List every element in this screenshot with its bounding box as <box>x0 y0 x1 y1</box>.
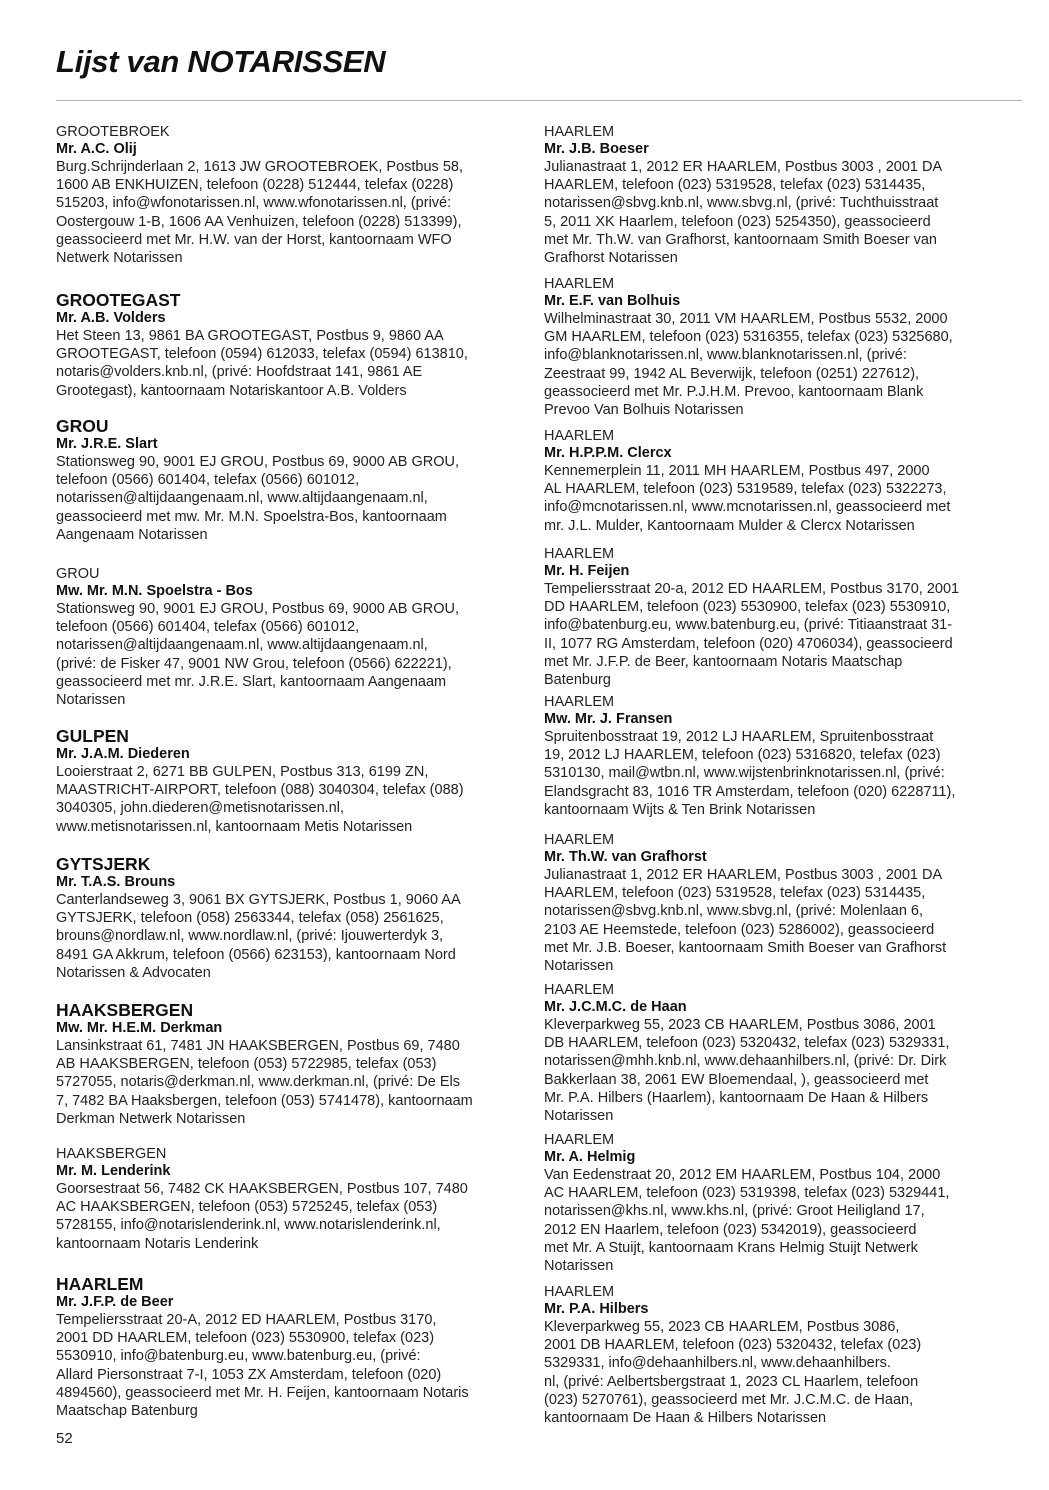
detail-line: 5310130, mail@wtbn.nl, www.wijstenbrinknotarissen.nl, (privé: <box>544 765 945 782</box>
detail-line: (privé: de Fisker 47, 9001 NW Grou, telefoon (0566) 622221), <box>56 655 452 672</box>
detail-line: 5727055, notaris@derkman.nl, www.derkman.nl, (privé: De Els <box>56 1074 460 1091</box>
notary-entry <box>56 124 463 267</box>
notary-name: Mr. P.A. Hilbers <box>544 1301 649 1317</box>
notary-details <box>544 158 942 267</box>
detail-line: Goorsestraat 56, 7482 CK HAAKSBERGEN, Postbus 107, 7480 <box>56 1181 468 1197</box>
detail-line: MAASTRICHT-AIRPORT, telefoon (088) 3040304, telefax (088) <box>56 782 464 799</box>
notary-name: Mr. J.F.P. de Beer <box>56 1294 174 1310</box>
notary-details <box>544 1016 949 1125</box>
notary-entry <box>56 1000 473 1128</box>
detail-line: brouns@nordlaw.nl, www.nordlaw.nl, (privé: Ijouwerterdyk 3, <box>56 928 444 945</box>
city-heading: GULPEN <box>56 726 129 746</box>
notary-entry <box>544 982 949 1125</box>
detail-line: 515203, info@wfonotarissen.nl, www.wfonotarissen.nl, (privé: <box>56 195 452 212</box>
detail-line: kantoornaam Wijts & Ten Brink Notarissen <box>544 801 816 818</box>
city-label: HAARLEM <box>544 1132 615 1148</box>
detail-line: 2103 AE Heemstede, telefoon (023) 5286002), geassocieerd <box>544 921 935 938</box>
notary-details <box>56 763 464 836</box>
detail-line: Canterlandseweg 3, 9061 BX GYTSJERK, Postbus 1, 9060 AA <box>56 892 461 908</box>
city-heading: GROOTEGAST <box>56 290 181 310</box>
notary-name: Mw. Mr. M.N. Spoelstra - Bos <box>56 583 253 599</box>
detail-line: Spruitenbosstraat 19, 2012 LJ HAARLEM, Spruitenbosstraat <box>544 729 934 745</box>
detail-line: 1600 AB ENKHUIZEN, telefoon (0228) 512444, telefax (0228) <box>56 177 454 194</box>
notary-name: Mr. E.F. van Bolhuis <box>544 293 681 309</box>
detail-line: Van Eedenstraat 20, 2012 EM HAARLEM, Postbus 104, 2000 <box>544 1167 941 1183</box>
detail-line: II, 1077 RG Amsterdam, telefoon (020) 4706034), geassocieerd <box>544 635 953 652</box>
detail-line: notarissen@mhh.knb.nl, www.dehaanhilbers.nl, (privé: Dr. Dirk <box>544 1053 947 1070</box>
notary-details <box>56 1311 469 1420</box>
notary-details <box>544 728 955 819</box>
detail-line: telefoon (0566) 601404, telefax (0566) 601012, <box>56 472 360 489</box>
detail-line: Stationsweg 90, 9001 EJ GROU, Postbus 69, 9000 AB GROU, <box>56 454 459 470</box>
notary-details <box>544 1318 921 1427</box>
detail-line: Kennemerplein 11, 2011 MH HAARLEM, Postbus 497, 2000 <box>544 463 930 479</box>
notary-name: Mw. Mr. J. Fransen <box>544 711 673 727</box>
detail-line: GROOTEGAST, telefoon (0594) 612033, telefax (0594) 613810, <box>56 346 468 363</box>
notary-name: Mr. H.P.P.M. Clercx <box>544 445 672 461</box>
detail-line: Notarissen <box>544 958 614 975</box>
city-label: GROOTEBROEK <box>56 124 170 140</box>
detail-line: kantoornaam Notaris Lenderink <box>56 1235 259 1252</box>
notary-entry <box>56 566 459 709</box>
detail-line: DB HAARLEM, telefoon (023) 5320432, telefax (023) 5329331, <box>544 1035 950 1052</box>
detail-line: (023) 5270761), geassocieerd met Mr. J.C.M.C. de Haan, <box>544 1391 914 1408</box>
notary-name: Mr. A. Helmig <box>544 1149 636 1165</box>
detail-line: Allard Piersonstraat 7-I, 1053 ZX Amsterdam, telefoon (020) <box>56 1366 442 1383</box>
detail-line: Notarissen <box>544 1108 614 1125</box>
notary-name: Mr. J.C.M.C. de Haan <box>544 999 687 1015</box>
detail-line: Grafhorst Notarissen <box>544 250 678 267</box>
notary-entry <box>544 124 942 267</box>
notary-entry <box>56 416 459 544</box>
title-divider <box>56 100 1022 101</box>
detail-line: notarissen@sbvg.knb.nl, www.sbvg.nl, (privé: Tuchthuisstraat <box>544 195 939 212</box>
detail-line: met Mr. A Stuijt, kantoornaam Krans Helmig Stuijt Netwerk <box>544 1239 918 1256</box>
detail-line: 2012 EN Haarlem, telefoon (023) 5342019), geassocieerd <box>544 1221 917 1238</box>
notary-name: Mr. Th.W. van Grafhorst <box>544 849 707 865</box>
notary-details <box>56 453 459 544</box>
detail-line: DD HAARLEM, telefoon (023) 5530900, telefax (023) 5530910, <box>544 599 951 616</box>
detail-line: HAARLEM, telefoon (023) 5319528, telefax (023) 5314435, <box>544 177 926 194</box>
city-label: HAARLEM <box>544 1284 615 1300</box>
detail-line: Tempeliersstraat 20-a, 2012 ED HAARLEM, Postbus 3170, 2001 <box>544 581 960 597</box>
detail-line: geassocieerd met mr. J.R.E. Slart, kantoornaam Aangenaam <box>56 673 447 690</box>
notary-entry <box>56 1274 469 1420</box>
notary-entry <box>544 428 950 535</box>
notary-entry <box>56 854 461 982</box>
notary-name: Mr. H. Feijen <box>544 563 630 579</box>
notary-details <box>56 891 461 982</box>
detail-line: Prevoo Van Bolhuis Notarissen <box>544 402 744 419</box>
detail-line: 5530910, info@batenburg.eu, www.batenburg.eu, (privé: <box>56 1348 421 1365</box>
notary-details <box>544 580 959 689</box>
detail-line: notarissen@altijdaangenaam.nl, www.altijdaangenaam.nl, <box>56 490 428 507</box>
detail-line: Notarissen <box>544 1258 614 1275</box>
notary-entry <box>544 546 959 689</box>
notary-entry <box>544 1132 949 1275</box>
detail-line: Kleverparkweg 55, 2023 CB HAARLEM, Postbus 3086, 2001 <box>544 1017 936 1033</box>
detail-line: notarissen@sbvg.knb.nl, www.sbvg.nl, (privé: Molenlaan 6, <box>544 903 924 920</box>
city-label: GROU <box>56 566 100 582</box>
city-label: HAAKSBERGEN <box>56 1146 167 1162</box>
detail-line: mr. J.L. Mulder, Kantoornaam Mulder & Clercx Notarissen <box>544 517 915 534</box>
detail-line: Julianastraat 1, 2012 ER HAARLEM, Postbus 3003 , 2001 DA <box>544 867 943 883</box>
notary-entry <box>544 694 955 819</box>
city-label: HAARLEM <box>544 276 615 292</box>
detail-line: Burg.Schrijnderlaan 2, 1613 JW GROOTEBROEK, Postbus 58, <box>56 159 463 175</box>
notary-details <box>544 866 946 975</box>
detail-line: geassocieerd met Mr. H.W. van der Horst, kantoornaam WFO <box>56 231 452 248</box>
detail-line: nl, (privé: Aelbertsbergstraat 1, 2023 CL Haarlem, telefoon <box>544 1373 919 1390</box>
notary-details <box>56 600 459 709</box>
detail-line: Grootegast), kantoornaam Notariskantoor A.B. Volders <box>56 382 407 399</box>
notary-name: Mr. J.A.M. Diederen <box>56 746 190 762</box>
detail-line: Derkman Netwerk Notarissen <box>56 1110 246 1127</box>
detail-line: Tempeliersstraat 20-A, 2012 ED HAARLEM, Postbus 3170, <box>56 1312 437 1328</box>
detail-line: met Mr. J.F.P. de Beer, kantoornaam Notaris Maatschap <box>544 653 903 670</box>
detail-line: Bakkerlaan 38, 2061 EW Bloemendaal, ), geassocieerd met <box>544 1071 929 1088</box>
notary-name: Mr. A.B. Volders <box>56 310 166 326</box>
city-label: HAARLEM <box>544 832 615 848</box>
detail-line: notarissen@altijdaangenaam.nl, www.altijdaangenaam.nl, <box>56 637 428 654</box>
detail-line: 3040305, john.diederen@metisnotarissen.nl, <box>56 800 344 817</box>
detail-line: Batenburg <box>544 672 611 689</box>
notary-details <box>56 158 463 267</box>
city-label: HAARLEM <box>544 694 615 710</box>
detail-line: Notarissen & Advocaten <box>56 964 211 981</box>
detail-line: kantoornaam De Haan & Hilbers Notarissen <box>544 1410 827 1427</box>
city-label: HAARLEM <box>544 124 615 140</box>
detail-line: Lansinkstraat 61, 7481 JN HAAKSBERGEN, Postbus 69, 7480 <box>56 1038 460 1054</box>
detail-line: telefoon (0566) 601404, telefax (0566) 601012, <box>56 619 360 636</box>
detail-line: 2001 DB HAARLEM, telefoon (023) 5320432, telefax (023) <box>544 1337 922 1354</box>
detail-line: HAARLEM, telefoon (023) 5319528, telefax (023) 5314435, <box>544 885 926 902</box>
detail-line: Kleverparkweg 55, 2023 CB HAARLEM, Postbus 3086, <box>544 1319 900 1335</box>
city-heading: HAAKSBERGEN <box>56 1000 194 1020</box>
detail-line: Maatschap Batenburg <box>56 1403 198 1420</box>
detail-line: Netwerk Notarissen <box>56 250 183 267</box>
detail-line: notaris@volders.knb.nl, (privé: Hoofdstraat 141, 9861 AE <box>56 364 423 381</box>
notary-details <box>544 1166 949 1275</box>
detail-line: 5728155, info@notarislenderink.nl, www.notarislenderink.nl, <box>56 1217 441 1234</box>
notary-details <box>544 310 953 419</box>
detail-line: Stationsweg 90, 9001 EJ GROU, Postbus 69, 9000 AB GROU, <box>56 601 459 617</box>
notary-entry <box>544 1284 921 1427</box>
page-title: Lijst van NOTARISSEN <box>56 44 386 79</box>
detail-line: AB HAAKSBERGEN, telefoon (053) 5722985, telefax (053) <box>56 1056 437 1073</box>
notary-details <box>544 462 950 535</box>
detail-line: Mr. P.A. Hilbers (Haarlem), kantoornaam De Haan & Hilbers <box>544 1089 929 1106</box>
detail-line: 2001 DD HAARLEM, telefoon (023) 5530900, telefax (023) <box>56 1330 435 1347</box>
detail-line: Het Steen 13, 9861 BA GROOTEGAST, Postbus 9, 9860 AA <box>56 328 444 344</box>
detail-line: Wilhelminastraat 30, 2011 VM HAARLEM, Postbus 5532, 2000 <box>544 311 948 327</box>
notary-details <box>56 327 468 400</box>
city-heading: GROU <box>56 416 109 436</box>
detail-line: met Mr. J.B. Boeser, kantoornaam Smith Boeser van Grafhorst <box>544 939 947 956</box>
notary-entry <box>56 1146 468 1253</box>
notary-name: Mr. M. Lenderink <box>56 1163 171 1179</box>
detail-line: Zeestraat 99, 1942 AL Beverwijk, telefoon (0251) 227612), <box>544 365 920 382</box>
detail-line: geassocieerd met Mr. P.J.H.M. Prevoo, kantoornaam Blank <box>544 383 924 400</box>
notary-entry <box>544 832 946 975</box>
notary-details <box>56 1180 468 1253</box>
detail-line: geassocieerd met mw. Mr. M.N. Spoelstra-Bos, kantoornaam <box>56 508 447 525</box>
detail-line: 5, 2011 XK Haarlem, telefoon (023) 5254350), geassocieerd <box>544 213 931 230</box>
city-label: HAARLEM <box>544 982 615 998</box>
detail-line: Notarissen <box>56 692 126 709</box>
detail-line: info@blanknotarissen.nl, www.blanknotarissen.nl, (privé: <box>544 347 907 364</box>
notary-entry <box>544 276 953 419</box>
detail-line: www.metisnotarissen.nl, kantoornaam Metis Notarissen <box>56 818 413 835</box>
notary-entry <box>56 290 468 400</box>
city-heading: GYTSJERK <box>56 854 151 874</box>
detail-line: 5329331, info@dehaanhilbers.nl, www.dehaanhilbers. <box>544 1355 891 1372</box>
detail-line: notarissen@khs.nl, www.khs.nl, (privé: Groot Heiligland 17, <box>544 1203 925 1220</box>
page-number: 52 <box>56 1430 73 1447</box>
detail-line: 8491 GA Akkrum, telefoon (0566) 623153), kantoornaam Nord <box>56 946 456 963</box>
notary-details <box>56 1037 473 1128</box>
notary-name: Mr. A.C. Olij <box>56 141 137 157</box>
detail-line: 19, 2012 LJ HAARLEM, telefoon (023) 5316820, telefax (023) <box>544 747 941 764</box>
detail-line: Aangenaam Notarissen <box>56 526 208 543</box>
notary-name: Mw. Mr. H.E.M. Derkman <box>56 1020 223 1036</box>
detail-line: AL HAARLEM, telefoon (023) 5319589, telefax (023) 5322273, <box>544 481 947 498</box>
detail-line: 4894560), geassocieerd met Mr. H. Feijen, kantoornaam Notaris <box>56 1384 469 1401</box>
detail-line: met Mr. Th.W. van Grafhorst, kantoornaam Smith Boeser van <box>544 231 938 248</box>
city-heading: HAARLEM <box>56 1274 144 1294</box>
detail-line: Looierstraat 2, 6271 BB GULPEN, Postbus 313, 6199 ZN, <box>56 764 429 780</box>
notary-name: Mr. T.A.S. Brouns <box>56 874 176 890</box>
detail-line: GM HAARLEM, telefoon (023) 5316355, telefax (023) 5325680, <box>544 329 953 346</box>
detail-line: Julianastraat 1, 2012 ER HAARLEM, Postbus 3003 , 2001 DA <box>544 159 943 175</box>
detail-line: info@mcnotarissen.nl, www.mcnotarissen.nl, geassocieerd met <box>544 499 951 516</box>
detail-line: Elandsgracht 83, 1016 TR Amsterdam, telefoon (020) 6228711), <box>544 783 956 800</box>
notary-name: Mr. J.B. Boeser <box>544 141 649 157</box>
detail-line: GYTSJERK, telefoon (058) 2563344, telefax (058) 2561625, <box>56 910 444 927</box>
detail-line: info@batenburg.eu, www.batenburg.eu, (privé: Titiaanstraat 31- <box>544 617 953 634</box>
city-label: HAARLEM <box>544 428 615 444</box>
city-label: HAARLEM <box>544 546 615 562</box>
notary-entry <box>56 726 464 836</box>
detail-line: Oostergouw 1-B, 1606 AA Venhuizen, telefoon (0228) 513399), <box>56 213 462 230</box>
detail-line: 7, 7482 BA Haaksbergen, telefoon (053) 5741478), kantoornaam <box>56 1092 473 1109</box>
notary-name: Mr. J.R.E. Slart <box>56 436 158 452</box>
detail-line: AC HAAKSBERGEN, telefoon (053) 5725245, telefax (053) <box>56 1199 438 1216</box>
detail-line: AC HAARLEM, telefoon (023) 5319398, telefax (023) 5329441, <box>544 1185 950 1202</box>
